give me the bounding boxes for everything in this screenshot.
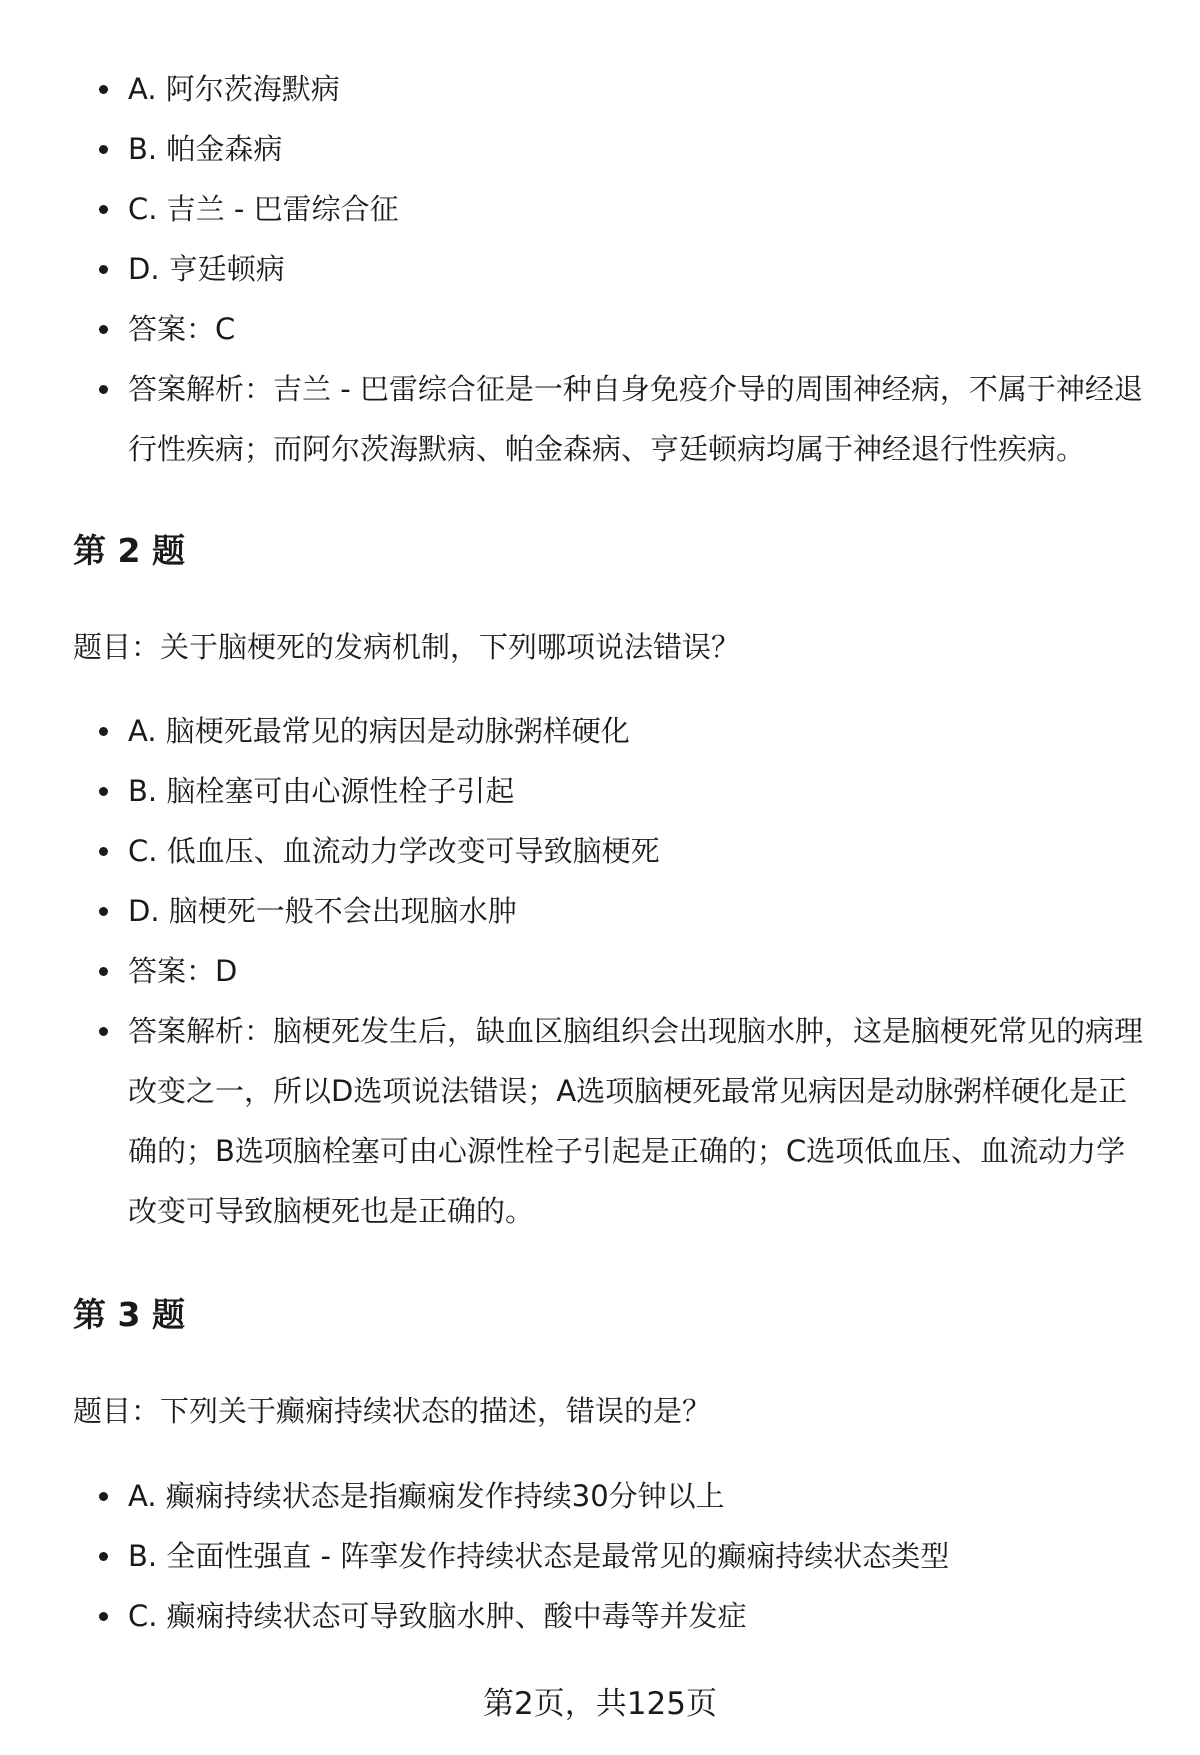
option-c: C. 吉兰 - 巴雷综合征 — [0, 179, 1200, 239]
question-3-options — [0, 1466, 1200, 1646]
answer: 答案：C — [0, 299, 1200, 359]
question-3-stem: 题目：下列关于癫痫持续状态的描述，错误的是？ — [73, 1394, 712, 1428]
option-b: B. 全面性强直 - 阵挛发作持续状态是最常见的癫痫持续状态类型 — [0, 1526, 1200, 1586]
question-2-options — [0, 701, 1200, 1241]
page-number-footer: 第2页，共125页 — [483, 1686, 717, 1722]
option-a: A. 癫痫持续状态是指癫痫发作持续30分钟以上 — [0, 1466, 1200, 1526]
option-a: A. 阿尔茨海默病 — [0, 59, 1200, 119]
option-c: C. 癫痫持续状态可导致脑水肿、酸中毒等并发症 — [0, 1586, 1200, 1646]
question-2-stem: 题目：关于脑梗死的发病机制，下列哪项说法错误？ — [73, 630, 741, 664]
option-d: D. 亨廷顿病 — [0, 239, 1200, 299]
answer: 答案：D — [0, 941, 1200, 1001]
question-3-title: 第 3 题 — [73, 1295, 185, 1334]
option-c: C. 低血压、血流动力学改变可导致脑梗死 — [0, 821, 1200, 881]
question-2-title: 第 2 题 — [73, 531, 185, 570]
option-b: B. 脑栓塞可由心源性栓子引起 — [0, 761, 1200, 821]
answer-explanation: 答案解析：脑梗死发生后，缺血区脑组织会出现脑水肿，这是脑梗死常见的病理改变之一，所以D选项说法错误；A选项脑梗死最常见病因是动脉粥样硬化是正确的；B选项脑栓塞可由心源性栓子引起是正确的；C选项低血压、血流动力学改变可导致脑梗死也是正确的。 — [0, 1001, 1200, 1241]
question-1-options — [0, 59, 1200, 479]
option-a: A. 脑梗死最常见的病因是动脉粥样硬化 — [0, 701, 1200, 761]
option-b: B. 帕金森病 — [0, 119, 1200, 179]
option-d: D. 脑梗死一般不会出现脑水肿 — [0, 881, 1200, 941]
answer-explanation: 答案解析：吉兰 - 巴雷综合征是一种自身免疫介导的周围神经病，不属于神经退行性疾病；而阿尔茨海默病、帕金森病、亨廷顿病均属于神经退行性疾病。 — [0, 359, 1200, 479]
